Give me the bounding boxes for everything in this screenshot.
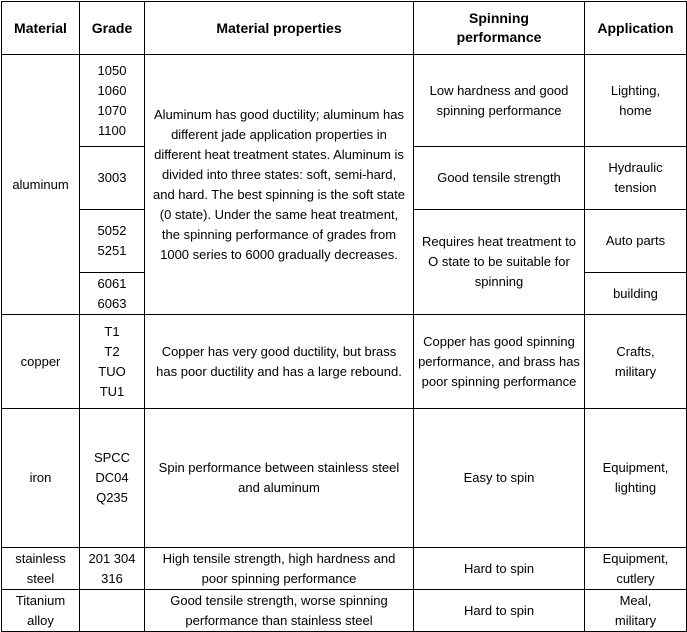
header-grade: Grade	[80, 2, 145, 55]
material-iron: iron	[2, 409, 80, 548]
materials-table	[1, 1, 687, 632]
properties-copper: Copper has very good ductility, but brass has poor ductility and has a large rebound.	[145, 315, 414, 409]
table-row	[2, 590, 687, 632]
spinning-cell: Copper has good spinning performance, and brass has poor spinning performance	[414, 315, 585, 409]
grade-cell: SPCC DC04 Q235	[80, 409, 145, 548]
application-cell: Crafts, military	[585, 315, 687, 409]
table-row	[2, 55, 687, 147]
properties-aluminum: Aluminum has good ductility; aluminum has different jade application properties in different heat treatment states. Aluminum is divided into three states: soft, semi-hard, and hard. The best spinning is the soft state (0 state). Under the same heat treatment, the spinning performance of grades from 1000 series to 6000 gradually decreases.	[145, 55, 414, 315]
application-cell: Meal, military	[585, 590, 687, 632]
grade-cell: 1050 1060 1070 1100	[80, 55, 145, 147]
grade-cell	[80, 590, 145, 632]
grade-cell: 3003	[80, 147, 145, 210]
header-material: Material	[2, 2, 80, 55]
table-row	[2, 315, 687, 409]
grade-cell: 6061 6063	[80, 273, 145, 315]
grade-cell: T1 T2 TUO TU1	[80, 315, 145, 409]
header-properties: Material properties	[145, 2, 414, 55]
application-cell: Equipment, cutlery	[585, 548, 687, 590]
header-application: Application	[585, 2, 687, 55]
header-row	[2, 2, 687, 55]
spinning-cell: Good tensile strength	[414, 147, 585, 210]
grade-cell: 5052 5251	[80, 210, 145, 273]
application-cell: Auto parts	[585, 210, 687, 273]
material-copper: copper	[2, 315, 80, 409]
application-cell: Lighting, home	[585, 55, 687, 147]
properties-stainless: High tensile strength, high hardness and poor spinning performance	[145, 548, 414, 590]
application-cell: Equipment, lighting	[585, 409, 687, 548]
spinning-cell: Low hardness and good spinning performance	[414, 55, 585, 147]
grade-cell: 201 304 316	[80, 548, 145, 590]
properties-iron: Spin performance between stainless steel and aluminum	[145, 409, 414, 548]
spinning-cell: Easy to spin	[414, 409, 585, 548]
material-aluminum: aluminum	[2, 55, 80, 315]
spinning-cell: Hard to spin	[414, 590, 585, 632]
application-cell: building	[585, 273, 687, 315]
table-row	[2, 409, 687, 548]
spinning-cell: Hard to spin	[414, 548, 585, 590]
table-row	[2, 548, 687, 590]
application-cell: Hydraulic tension	[585, 147, 687, 210]
material-stainless: stainless steel	[2, 548, 80, 590]
properties-titanium: Good tensile strength, worse spinning performance than stainless steel	[145, 590, 414, 632]
spinning-cell: Requires heat treatment to O state to be suitable for spinning	[414, 210, 585, 315]
header-spinning: Spinning performance	[414, 2, 585, 55]
material-titanium: Titanium alloy	[2, 590, 80, 632]
